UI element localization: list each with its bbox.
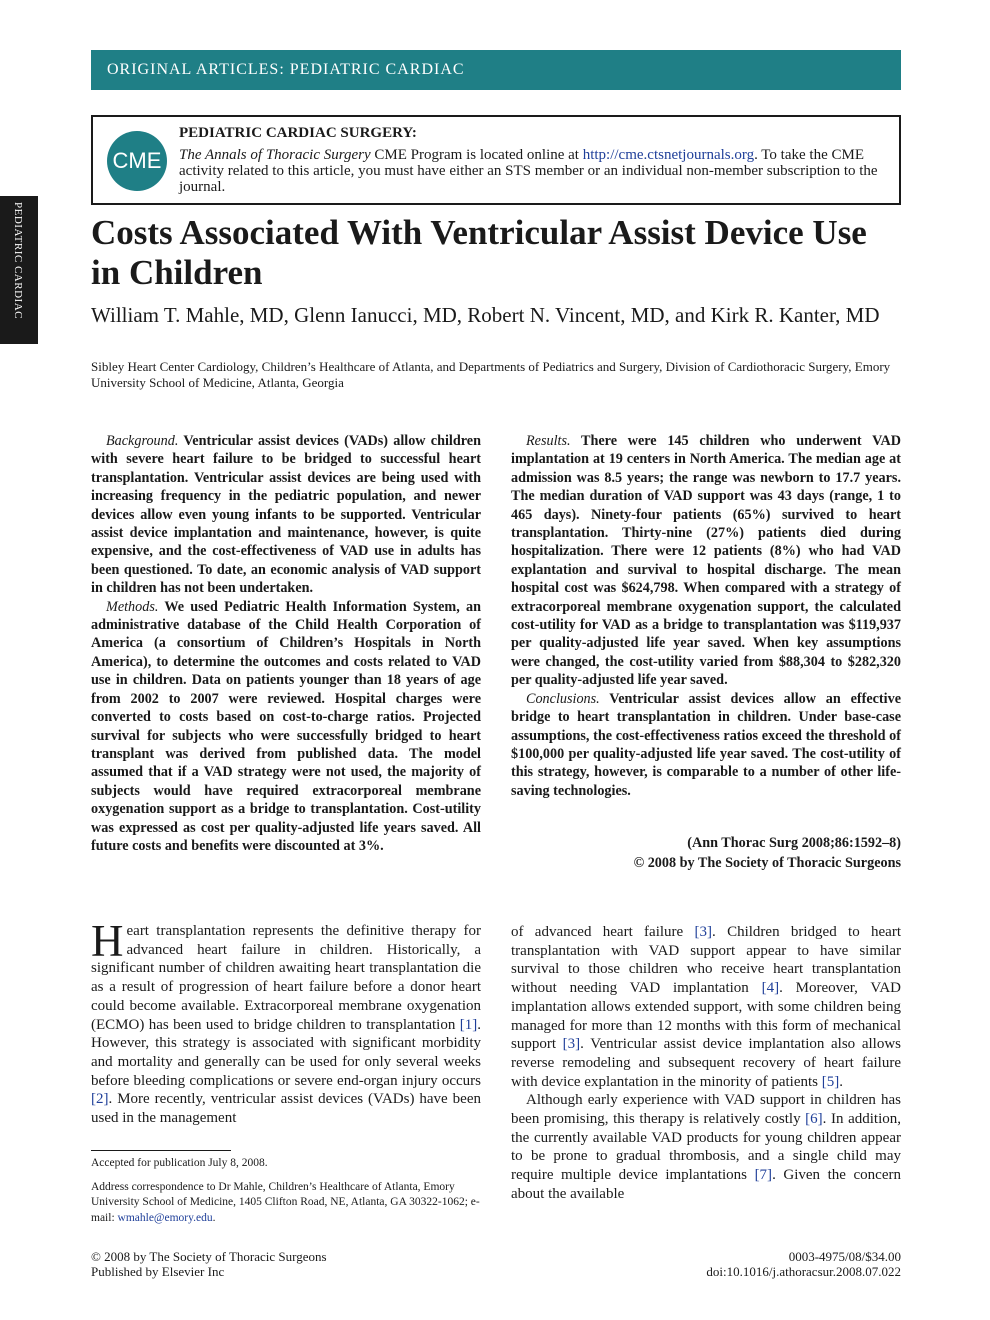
- body-text: Although early experience with VAD support in children has been promising, this therapy is relatively costly: [511, 1092, 901, 1128]
- body-text: . Ventricular assist device implantation also allows reverse remodeling and subsequent recovery of heart failure with device explantation in the minority of patients: [511, 1036, 901, 1090]
- body-text: . Moreover, VAD implantation allows extended support, with some children being managed for more than 12 months with this form of mechanical support: [511, 980, 901, 1053]
- cme-heading: PEDIATRIC CARDIAC SURGERY:: [179, 125, 417, 141]
- abstract-right-column: [511, 432, 901, 800]
- accepted-note: Accepted for publication July 8, 2008.: [91, 1157, 268, 1169]
- correspondence-note: [91, 1180, 481, 1227]
- reference-link-6[interactable]: [6]: [805, 1111, 823, 1128]
- results-label: Results.: [526, 433, 571, 449]
- section-banner: ORIGINAL ARTICLES: PEDIATRIC CARDIAC: [91, 50, 901, 90]
- background-label: Background.: [106, 433, 179, 449]
- affiliation: Sibley Heart Center Cardiology, Children’s Healthcare of Atlanta, and Departments of Pediatrics and Surgery, Division of Cardiothoracic Surgery, Emory University School of Medicine, Atlanta, Georgia: [91, 359, 891, 390]
- correspondence-address: Address correspondence to Dr Mahle, Children’s Healthcare of Atlanta, Emory University School of Medicine, 1405 Clifton Road, NE, Atlanta, GA 30322-1062; e-mail:: [91, 1180, 480, 1224]
- cme-url-link[interactable]: http://cme.ctsnetjournals.org: [582, 147, 755, 163]
- abstract-results: [511, 432, 901, 690]
- conclusions-label: Conclusions.: [526, 690, 600, 707]
- abstract-left-column: [91, 432, 481, 855]
- email-link[interactable]: wmahle@emory.edu: [117, 1211, 213, 1224]
- cme-text: [179, 147, 879, 195]
- reference-link-1[interactable]: [1]: [459, 1016, 478, 1033]
- background-text: Ventricular assist devices (VADs) allow children with severe heart failure to be bridged to successful heart transplantation. Ventricular assist devices are being used with increasing frequency in the pediatric population, and newer devices allow even young infants to be supported. Ventricular assist device implantation and maintenance, however, is quite expensive, and the cost-effectiveness of VAD use in adults has been questioned. To date, an economic analysis of VAD support in children has not been undertaken.: [91, 433, 481, 597]
- body-right-column: [511, 923, 901, 1204]
- body-text: . Given the concern about the available: [511, 1167, 901, 1202]
- reference-link-4[interactable]: [4]: [761, 980, 780, 997]
- body-paragraph-3: [511, 1091, 901, 1203]
- citation: [511, 834, 901, 873]
- body-text: of advanced heart failure: [511, 924, 695, 940]
- footer-copyright: © 2008 by The Society of Thoracic Surgeons: [91, 1249, 327, 1264]
- results-text: There were 145 children who underwent VAD implantation at 19 centers in North America. The median age at admission was 8.5 years; the range was newborn to 17.7 years. The median duration of VAD support was 43 days (range, 1 to 465 days). Ninety-four patients (65%) survived to heart transplantation. Thirty-nine (27%) patients died during hospitalization. There were 12 patients (8%) who had VAD explantation and survival to hospital discharge. The mean hospital cost was $624,798. When compared with a strategy of extracorporeal membrane oxygenation support, the calculated cost-utility for VAD as a bridge to transplantation was $119,937 per quality-adjusted life year saved. When key assumptions were changed, the cost-utility varied from $88,304 to $282,320 per quality-adjusted life year saved.: [511, 433, 901, 689]
- methods-text: We used Pediatric Health Information System, an administrative database of the Child Health Corporation of America (a consortium of Children’s Hospitals in North America), to determine the outcomes and costs related to VAD use in children. Data on patients younger than 18 years of age from 2002 to 2007 were reviewed. Hospital charges were converted to costs based on cost-to-charge ratios. Projected survival for subjects who were successfully bridged to heart transplant was derived from published data. The model assumed that if a VAD strategy were not used, the majority of subjects would have required extracorporeal membrane oxygenation support as a bridge to transplantation. Cost-utility was expressed as cost per quality-adjusted life years saved. All future costs and benefits were discounted at 3%.: [91, 598, 481, 854]
- body-paragraph-2: [511, 923, 901, 1091]
- methods-label: Methods.: [106, 598, 159, 615]
- reference-link-7[interactable]: [7]: [754, 1167, 773, 1184]
- reference-link-5[interactable]: [5]: [821, 1073, 840, 1090]
- body-text: eart transplantation represents the definitive therapy for advanced heart failure in children. Historically, a significant number of children awaiting heart transplantation die as a result of progression of heart failure before a donor heart could become available. Extracorporeal membrane oxygenation (ECMO) has been used to bridge children to transplantation: [91, 923, 481, 1033]
- footer-right: [706, 1249, 901, 1279]
- cme-journal: The Annals of Thoracic Surgery: [179, 147, 371, 163]
- drop-cap: H: [91, 916, 124, 966]
- correspondence-end: .: [212, 1211, 216, 1224]
- abstract-methods: [91, 598, 481, 856]
- cme-text-2: . To take the CME activity related to this article, you must have either an STS member or an individual non-member subscription to the journal.: [179, 147, 878, 195]
- footer-publisher: Published by Elsevier Inc: [91, 1264, 225, 1279]
- conclusions-text: Ventricular assist devices allow an effective bridge to heart transplantation in children. Under base-case assumptions, the cost-effectiveness ratios exceed the threshold of $100,000 per quality-adjusted life year saved. The cost-utility of this strategy, however, is comparable to a number of other life-saving technologies.: [511, 690, 901, 799]
- footer-left: [91, 1249, 327, 1279]
- body-text: . However, this strategy is associated with significant morbidity and mortality and generally can be used for only several weeks before bleeding complications or severe end-organ injury occurs: [91, 1016, 481, 1089]
- body-text: . More recently, ventricular assist devices (VADs) have been used in the management: [91, 1091, 481, 1127]
- side-tab: [0, 196, 38, 344]
- citation-copyright: © 2008 by The Society of Thoracic Surgeons: [633, 854, 901, 871]
- body-left-column: [91, 916, 481, 1128]
- footer-issn: 0003-4975/08/$34.00: [788, 1249, 901, 1264]
- body-text: . In addition, the currently available VAD products for young children appear to be prone to gradual thrombosis, and a single child may require multiple device implantations: [511, 1111, 901, 1184]
- cme-box: [91, 115, 901, 205]
- side-tab-label: PEDIATRIC CARDIAC: [12, 202, 24, 319]
- abstract-background: [91, 432, 481, 598]
- abstract-conclusions: [511, 690, 901, 800]
- body-text: . Children bridged to heart transplantation with VAD support appear to have similar survival to those children who receive heart transplantation without needing VAD implantation: [511, 924, 901, 997]
- reference-link-3[interactable]: [3]: [694, 924, 713, 940]
- authors: William T. Mahle, MD, Glenn Ianucci, MD, Robert N. Vincent, MD, and Kirk R. Kanter, MD: [91, 303, 880, 327]
- footnotes: [91, 1156, 481, 1234]
- cme-logo-icon: CME: [107, 131, 167, 191]
- footnote-divider: [91, 1150, 231, 1151]
- body-paragraph-1: [91, 916, 481, 1128]
- body-text: .: [839, 1073, 844, 1090]
- cme-text-1: CME Program is located online at: [370, 147, 583, 163]
- article-title: Costs Associated With Ventricular Assist Device Use in Children: [91, 213, 867, 292]
- journal-reference: (Ann Thorac Surg 2008;86:1592–8): [687, 835, 901, 851]
- reference-link-3b[interactable]: [3]: [562, 1036, 581, 1053]
- reference-link-2[interactable]: [2]: [91, 1091, 109, 1108]
- footer-doi: doi:10.1016/j.athoracsur.2008.07.022: [706, 1264, 901, 1279]
